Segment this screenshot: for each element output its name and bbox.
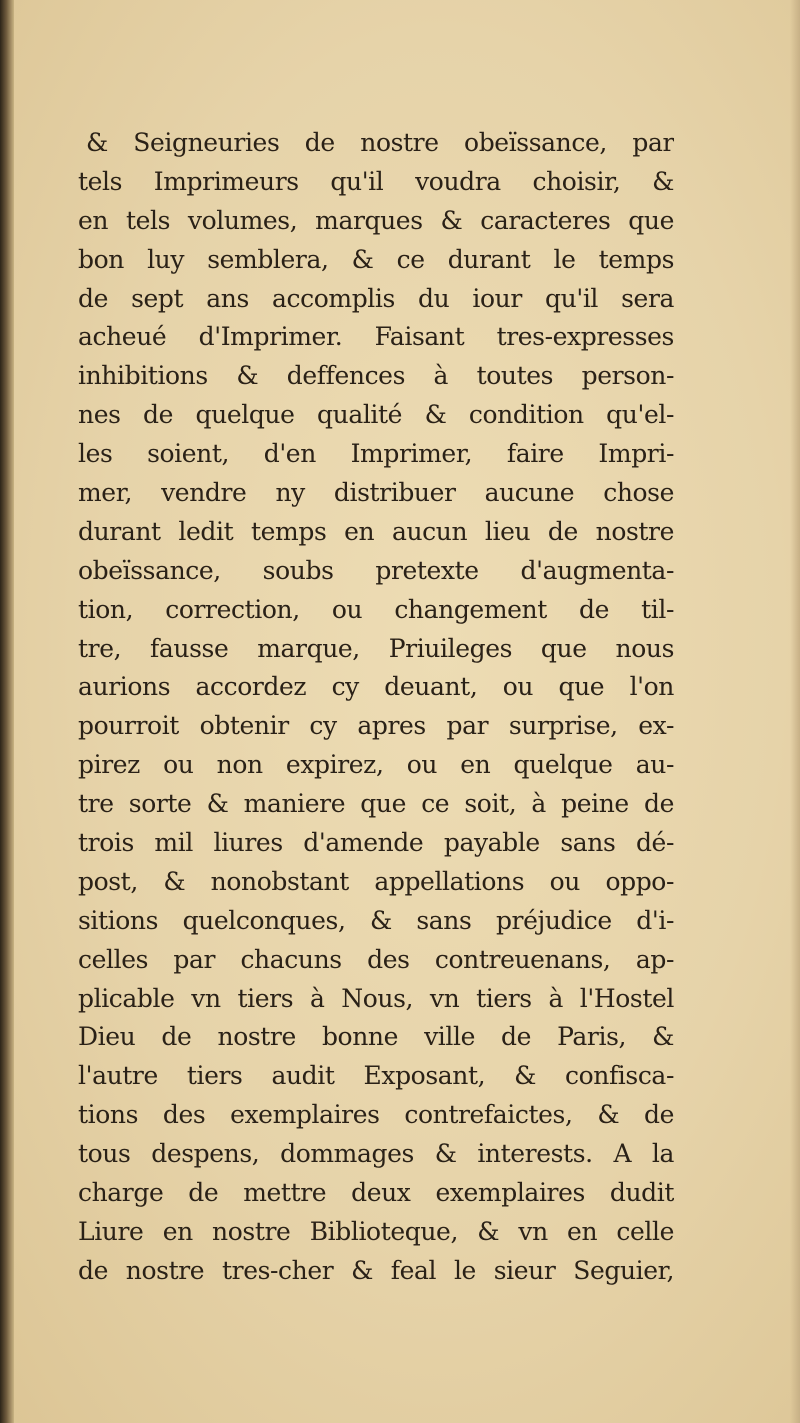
text-line: Liure en nostre Biblioteque, & vn en celle <box>78 1216 674 1246</box>
text-line: pirez ou non expirez, ou en quelque au- <box>78 750 674 780</box>
text-line: celles par chacuns des contreuenans, ap- <box>78 944 674 974</box>
text-line: l'autre tiers audit Exposant, & confisca- <box>78 1061 674 1091</box>
text-line: trois mil liures d'amende payable sans dé- <box>78 828 674 858</box>
text-line: acheué d'Imprimer. Faisant tres-expresses <box>78 322 674 352</box>
text-line: tion, correction, ou changement de til- <box>78 594 674 624</box>
text-line: les soient, d'en Imprimer, faire Impri- <box>78 439 674 469</box>
text-line: de nostre tres-cher & feal le sieur Seguier, <box>78 1255 674 1285</box>
text-line: charge de mettre deux exemplaires dudit <box>78 1178 674 1208</box>
text-line: durant ledit temps en aucun lieu de nostre <box>78 516 674 546</box>
text-line: tions des exemplaires contrefaictes, & de <box>78 1100 674 1130</box>
page-edge <box>790 0 800 1423</box>
text-line: nes de quelque qualité & condition qu'el- <box>78 400 674 430</box>
text-line: tre sorte & maniere que ce soit, à peine de <box>78 789 674 819</box>
text-line: tre, fausse marque, Priuileges que nous <box>78 633 674 663</box>
text-line: Dieu de nostre bonne ville de Paris, & <box>78 1022 674 1052</box>
text-line: inhibitions & deffences à toutes person- <box>78 361 674 391</box>
text-line: tous despens, dommages & interests. A la <box>78 1139 674 1169</box>
text-line: en tels volumes, marques & caracteres que <box>78 205 674 235</box>
text-line: post, & nonobstant appellations ou oppo- <box>78 866 674 896</box>
text-block <box>78 124 674 1291</box>
text-line: plicable vn tiers à Nous, vn tiers à l'Hostel <box>78 983 674 1013</box>
text-line: pourroit obtenir cy apres par surprise, ex- <box>78 711 674 741</box>
text-line: tels Imprimeurs qu'il voudra choisir, & <box>78 166 674 196</box>
text-line: bon luy semblera, & ce durant le temps <box>78 244 674 274</box>
book-gutter <box>0 0 14 1423</box>
text-line: sitions quelconques, & sans préjudice d'i- <box>78 905 674 935</box>
text-line: de sept ans accomplis du iour qu'il sera <box>78 283 674 313</box>
text-line: aurions accordez cy deuant, ou que l'on <box>78 672 674 702</box>
text-line: & Seigneuries de nostre obeïssance, par <box>86 128 674 157</box>
text-line: mer, vendre ny distribuer aucune chose <box>78 478 674 508</box>
text-line: obeïssance, soubs pretexte d'augmenta- <box>78 555 674 585</box>
